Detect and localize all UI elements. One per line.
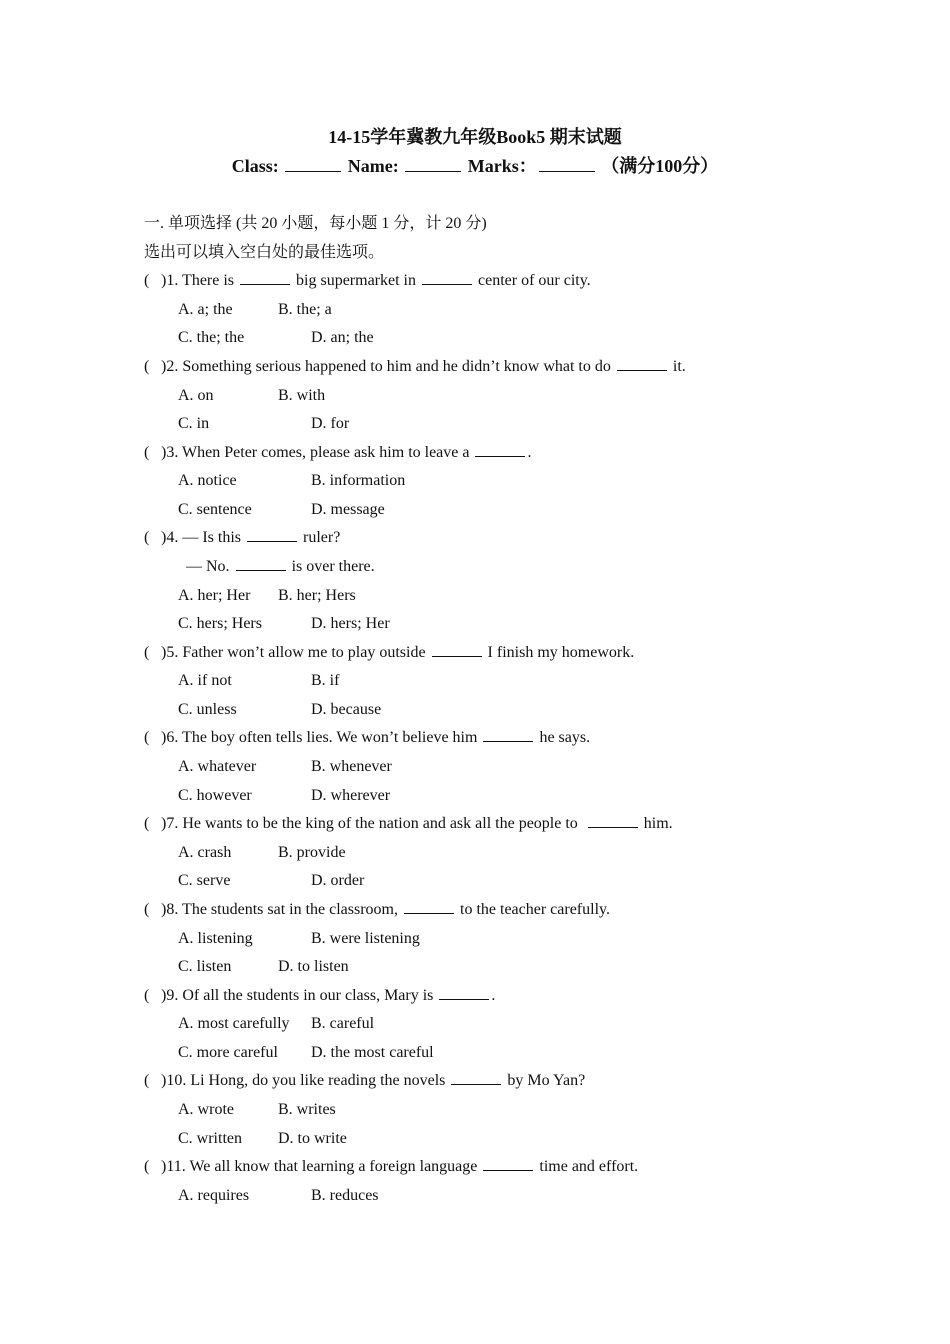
option-b: B. reduces: [311, 1187, 379, 1204]
answer-paren[interactable]: (: [144, 729, 150, 746]
option-c: C. the; the: [178, 329, 245, 346]
option-b: B. whenever: [311, 758, 392, 775]
option-c: C. serve: [178, 872, 231, 889]
option-d: D. wherever: [311, 787, 391, 804]
question-10: ( )10. Li Hong, do you like reading the novels by Mo Yan?: [144, 1072, 586, 1089]
option-a: A. most carefully: [178, 1015, 290, 1032]
option-a: A. a; the: [178, 301, 233, 318]
option-a: A. whatever: [178, 758, 257, 775]
answer-paren[interactable]: (: [144, 901, 150, 918]
answer-paren[interactable]: (: [144, 358, 150, 375]
answer-blank: [422, 272, 472, 285]
option-b: B. if: [311, 672, 340, 689]
option-b: B. with: [278, 387, 326, 404]
option-d: D. the most careful: [311, 1044, 434, 1061]
option-a: A. listening: [178, 930, 253, 947]
question-9: ( )9. Of all the students in our class, Mary is .: [144, 987, 496, 1004]
question-11: ( )11. We all know that learning a foreign language time and effort.: [144, 1158, 639, 1175]
question-8: ( )8. The students sat in the classroom, to the teacher carefully.: [144, 901, 610, 918]
question-3: ( )3. When Peter comes, please ask him to leave a .: [144, 444, 532, 461]
option-d: D. order: [311, 872, 365, 889]
answer-blank: [483, 729, 533, 742]
answer-paren[interactable]: (: [144, 1072, 150, 1089]
answer-blank: [236, 558, 286, 571]
class-blank[interactable]: [285, 157, 341, 172]
option-b: B. were listening: [311, 930, 420, 947]
option-c: C. written: [178, 1130, 242, 1147]
answer-paren[interactable]: (: [144, 529, 150, 546]
option-c: C. hers; Hers: [178, 615, 262, 632]
option-d: D. because: [311, 701, 382, 718]
section-heading: 一. 单项选择 (共 20 小题，每小题 1 分，计 20 分): [144, 215, 487, 232]
question-7: ( )7. He wants to be the king of the nation and ask all the people to him.: [144, 815, 673, 832]
option-a: A. if not: [178, 672, 232, 689]
answer-blank: [451, 1072, 501, 1085]
option-d: D. hers; Her: [311, 615, 390, 632]
option-a: A. crash: [178, 844, 232, 861]
option-c: C. in: [178, 415, 210, 432]
section-instruction: 选出可以填入空白处的最佳选项。: [144, 244, 385, 261]
question-4: ( )4. — Is this ruler?: [144, 529, 341, 546]
option-a: A. her; Her: [178, 587, 251, 604]
option-a: A. wrote: [178, 1101, 234, 1118]
page-title: 14-15学年冀教九年级Book5 期末试题: [328, 127, 622, 147]
answer-blank: [247, 529, 297, 542]
option-b: B. her; Hers: [278, 587, 356, 604]
option-c: C. listen: [178, 958, 232, 975]
option-b: B. the; a: [278, 301, 332, 318]
option-a: A. notice: [178, 472, 237, 489]
option-d: D. message: [311, 501, 385, 518]
option-c: C. sentence: [178, 501, 252, 518]
question-2: ( )2. Something serious happened to him and he didn’t know what to do it.: [144, 358, 686, 375]
answer-paren[interactable]: (: [144, 815, 150, 832]
question-6: ( )6. The boy often tells lies. We won’t believe him he says.: [144, 729, 591, 746]
student-info-line: [0, 154, 950, 178]
name-blank[interactable]: [405, 157, 461, 172]
answer-paren[interactable]: (: [144, 272, 150, 289]
option-b: B. information: [311, 472, 406, 489]
marks-label: Marks：: [467, 156, 537, 176]
answer-blank: [432, 644, 482, 657]
option-b: B. writes: [278, 1101, 336, 1118]
option-c: C. more careful: [178, 1044, 278, 1061]
answer-blank: [439, 987, 489, 1000]
answer-paren[interactable]: (: [144, 1158, 150, 1175]
answer-blank: [404, 901, 454, 914]
question-4-reply: — No. is over there.: [186, 558, 375, 575]
answer-paren[interactable]: (: [144, 644, 150, 661]
question-5: ( )5. Father won’t allow me to play outside I finish my homework.: [144, 644, 635, 661]
option-c: C. however: [178, 787, 252, 804]
marks-blank[interactable]: [539, 157, 595, 172]
answer-blank: [475, 444, 525, 457]
answer-blank: [483, 1158, 533, 1171]
option-d: D. to write: [278, 1130, 347, 1147]
answer-paren[interactable]: (: [144, 987, 150, 1004]
answer-blank: [588, 815, 638, 828]
option-d: D. an; the: [311, 329, 374, 346]
name-label: Name:: [347, 156, 399, 176]
class-label: Class:: [231, 156, 279, 176]
option-d: D. to listen: [278, 958, 349, 975]
full-marks-note: （满分100分）: [601, 156, 719, 176]
option-b: B. provide: [278, 844, 346, 861]
option-d: D. for: [311, 415, 350, 432]
option-a: A. on: [178, 387, 214, 404]
option-a: A. requires: [178, 1187, 250, 1204]
question-1: ( )1. There is big supermarket in center of our city.: [144, 272, 591, 289]
answer-paren[interactable]: (: [144, 444, 150, 461]
answer-blank: [240, 272, 290, 285]
answer-blank: [617, 358, 667, 371]
option-c: C. unless: [178, 701, 237, 718]
option-b: B. careful: [311, 1015, 375, 1032]
